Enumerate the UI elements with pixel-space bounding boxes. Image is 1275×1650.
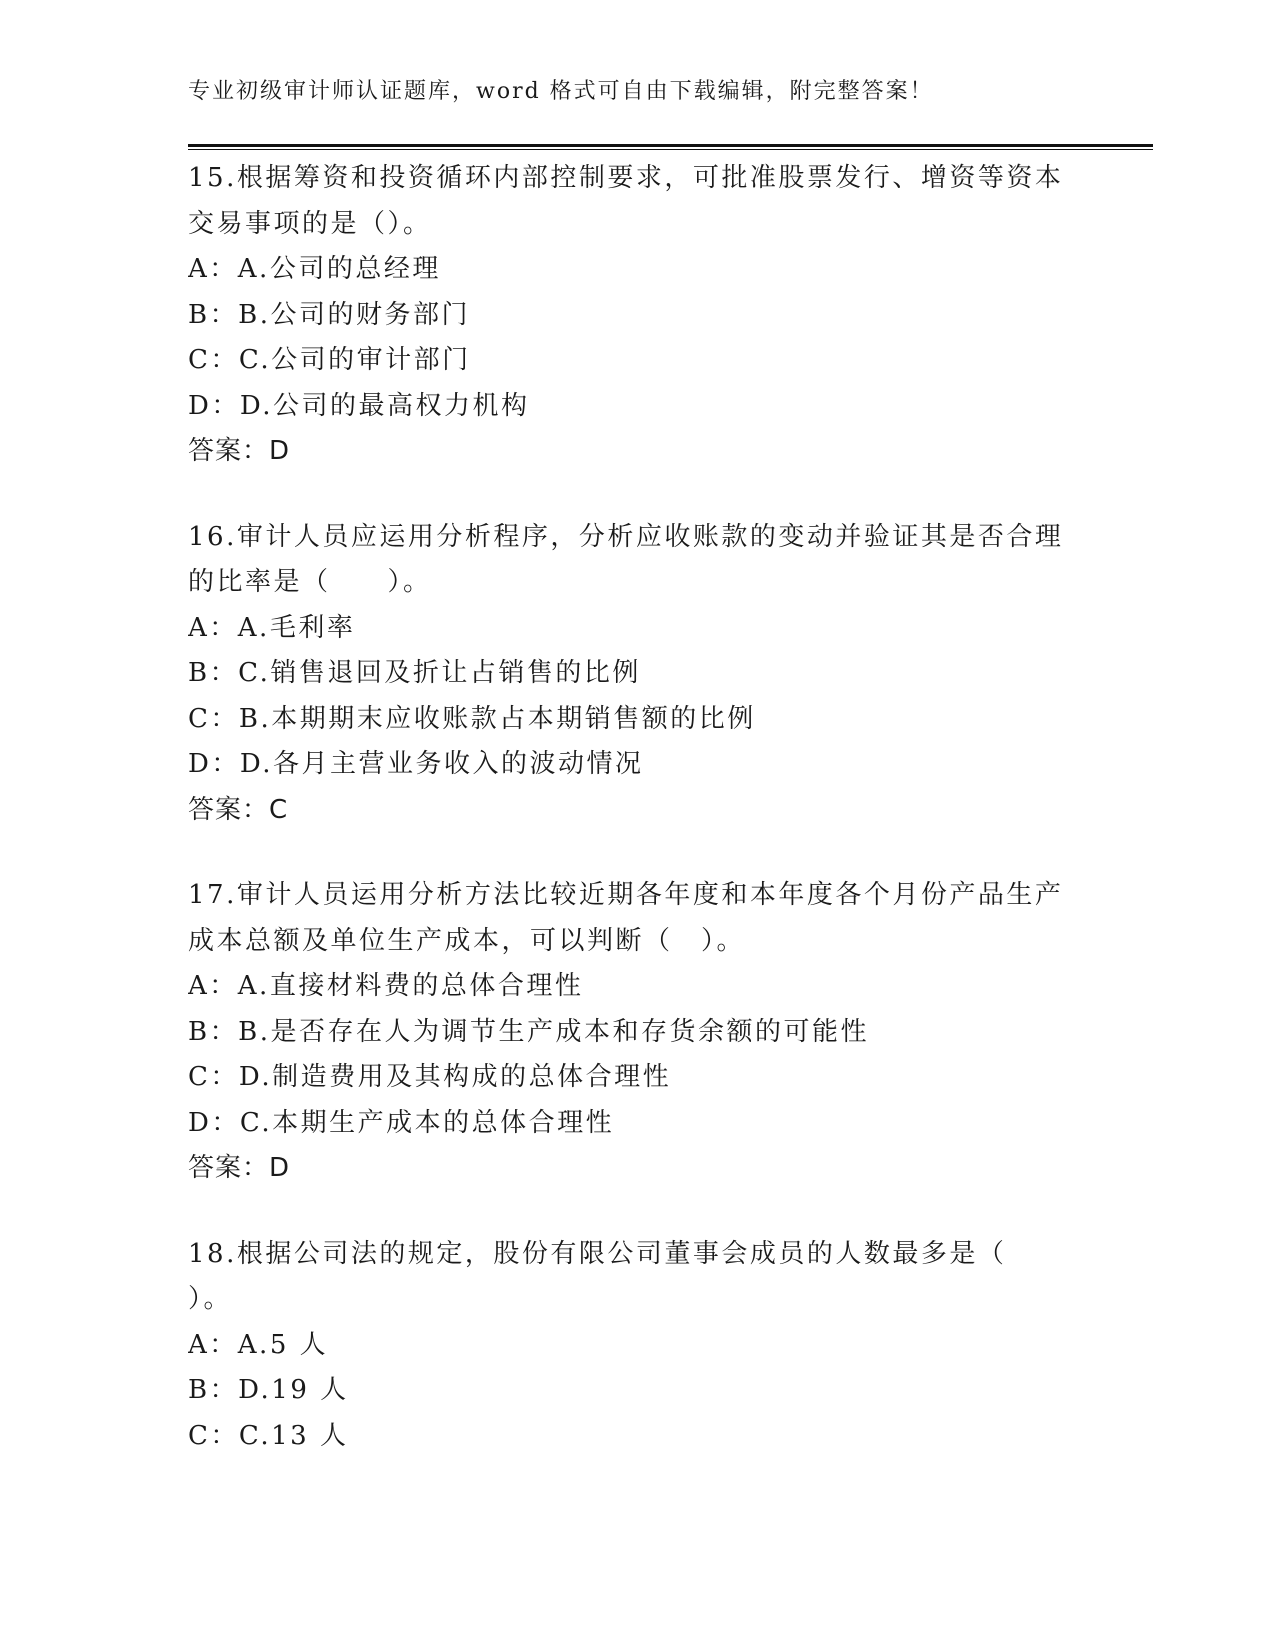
option-c: C：B.本期期末应收账款占本期销售额的比例 — [188, 703, 756, 734]
question-stem-line: 15.根据筹资和投资循环内部控制要求，可批准股票发行、增资等资本 — [188, 163, 1064, 193]
question-stem-line: 成本总额及单位生产成本，可以判断（ ）。 — [188, 925, 746, 956]
header-rule-thin — [188, 149, 1153, 150]
question-stem-line: 的比率是（ ）。 — [188, 567, 432, 597]
answer-line: 答案：D — [188, 436, 291, 466]
question-stem-line: 18.根据公司法的规定，股份有限公司董事会成员的人数最多是（ — [188, 1238, 1007, 1269]
option-b: B：B.是否存在人为调节生产成本和存货余额的可能性 — [188, 1016, 869, 1047]
question-16 — [188, 515, 1088, 834]
answer-line: 答案：D — [188, 1153, 291, 1183]
question-stem-line: 17.审计人员运用分析方法比较近期各年度和本年度各个月份产品生产 — [188, 880, 1064, 910]
question-stem-line: ）。 — [188, 1284, 233, 1314]
question-list — [188, 156, 1088, 1499]
question-17 — [188, 873, 1088, 1192]
option-d: D：D.各月主营业务收入的波动情况 — [188, 749, 644, 779]
page-header: 专业初级审计师认证题库，word 格式可自由下载编辑，附完整答案！ — [188, 79, 934, 104]
option-a: A：A.直接材料费的总体合理性 — [188, 971, 584, 1001]
option-c: C：C.13 人 — [188, 1420, 349, 1451]
question-stem-line: 16.审计人员应运用分析程序，分析应收账款的变动并验证其是否合理 — [188, 521, 1064, 552]
option-b: B：D.19 人 — [188, 1375, 349, 1405]
option-a: A：A.公司的总经理 — [188, 254, 441, 284]
option-d: D：C.本期生产成本的总体合理性 — [188, 1107, 615, 1138]
header-rule-thick — [188, 144, 1153, 147]
option-a: A：A.毛利率 — [188, 612, 356, 643]
option-c: C：C.公司的审计部门 — [188, 345, 471, 375]
answer-line: 答案：C — [188, 794, 289, 825]
option-c: C：D.制造费用及其构成的总体合理性 — [188, 1062, 672, 1092]
question-15 — [188, 156, 1088, 475]
question-18 — [188, 1232, 1088, 1460]
option-a: A：A.5 人 — [188, 1329, 329, 1360]
option-d: D：D.公司的最高权力机构 — [188, 390, 530, 421]
option-b: B：C.销售退回及折让占销售的比例 — [188, 658, 641, 688]
option-b: B：B.公司的财务部门 — [188, 299, 470, 330]
question-stem-line: 交易事项的是（）。 — [188, 208, 432, 239]
